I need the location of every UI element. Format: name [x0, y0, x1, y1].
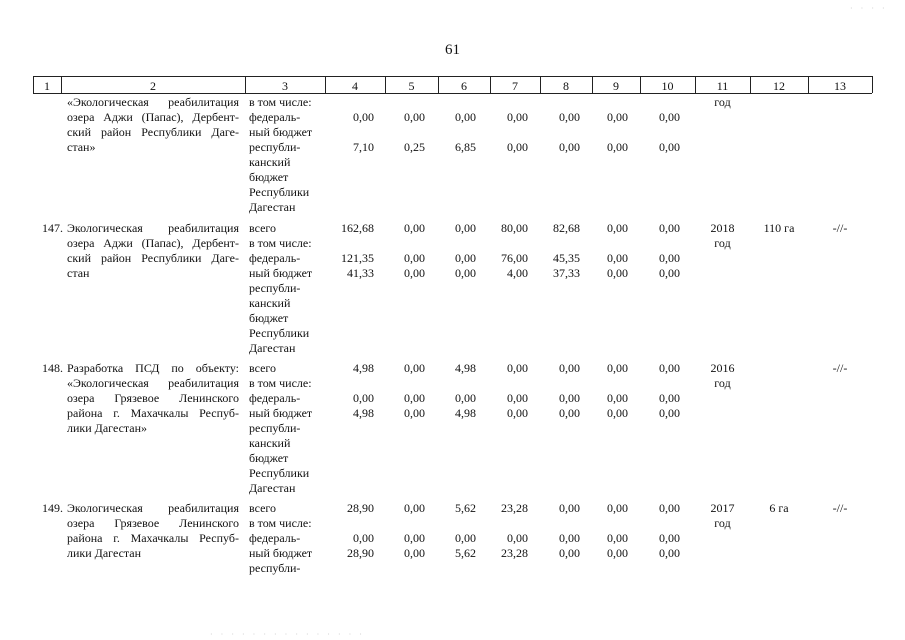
amount-value: 0,00 0,00 0,00: [559, 501, 580, 560]
scan-noise: · · · · · · · · · · · · · · ·: [210, 630, 365, 639]
amount-value: 4,98 0,00 4,98: [353, 361, 374, 420]
project-description: «Экологическая реабилитация озера Аджи (Папас), Дербент-ский район Республики Даге-стан»: [67, 95, 239, 154]
ditto-mark: -//-: [832, 361, 848, 375]
amount-value: 0,00 0,25: [404, 110, 425, 154]
amount-value: 0,00 0,00 0,00: [659, 501, 680, 560]
amount-value: 4,98 0,00 4,98: [455, 361, 476, 420]
amount-value: 0,00 0,00 0,00: [659, 361, 680, 420]
amount-value: 0,00 0,00 0,00: [659, 221, 680, 280]
funding-source: в том числе: федераль- ный бюджет республи- канский бюджет Республики Дагестан: [249, 95, 313, 214]
column-header: 4: [352, 79, 358, 93]
amount-value: 23,28 0,00 23,28: [501, 501, 528, 560]
amount-value: 0,00 0,00 0,00: [404, 361, 425, 420]
amount-value: 5,62 0,00 5,62: [455, 501, 476, 560]
column-header: 13: [834, 79, 846, 93]
row-number: 149.: [42, 501, 63, 515]
amount-value: 0,00 7,10: [353, 110, 374, 154]
project-description: Экологическая реабилитация озера Грязевое Ленинского района г. Махачкалы Респуб-лики Дагестан: [67, 501, 239, 560]
completion-year: год: [714, 95, 731, 109]
amount-value: 0,00 0,00: [507, 110, 528, 154]
column-header: 9: [613, 79, 619, 93]
header-top-rule: [33, 76, 872, 77]
amount-value: 80,00 76,00 4,00: [501, 221, 528, 280]
column-header: 1: [44, 79, 50, 93]
project-description: Экологическая реабилитация озера Аджи (Папас), Дербент-ский район Республики Даге-стан: [67, 221, 239, 280]
completion-year: 2017 год: [710, 501, 735, 530]
amount-value: 0,00 0,00 0,00: [455, 221, 476, 280]
row-number: 147.: [42, 221, 63, 235]
ditto-mark: -//-: [832, 221, 848, 235]
completion-year: 2016 год: [710, 361, 735, 390]
amount-value: 0,00 0,00: [659, 110, 680, 154]
header-column-divider: [872, 76, 873, 93]
funding-source: всего в том числе: федераль- ный бюджет республи-: [249, 501, 313, 575]
amount-value: 0,00 0,00 0,00: [404, 221, 425, 280]
completion-year: 2018 год: [710, 221, 735, 250]
amount-value: 0,00 0,00 0,00: [607, 361, 628, 420]
amount-value: 0,00 0,00: [559, 110, 580, 154]
ditto-mark: -//-: [832, 501, 848, 515]
amount-value: 0,00 0,00 0,00: [607, 501, 628, 560]
column-header: 11: [716, 79, 729, 93]
column-header: 12: [773, 79, 785, 93]
amount-value: 0,00 0,00 0,00: [607, 221, 628, 280]
column-header: 5: [408, 79, 415, 93]
column-header: 3: [282, 79, 288, 93]
amount-value: 0,00 0,00 0,00: [404, 501, 425, 560]
amount-value: 0,00 0,00: [607, 110, 628, 154]
row-number: 148.: [42, 361, 63, 375]
amount-value: 82,68 45,35 37,33: [553, 221, 580, 280]
column-header: 6: [461, 79, 467, 93]
column-header: 2: [150, 79, 156, 93]
column-header: 10: [661, 79, 674, 93]
project-description: Разработка ПСД по объекту: «Экологическая реабилитация озера Грязевое Ленинского района г. Махачкалы Респуб-лики Дагестан»: [67, 361, 239, 435]
amount-value: 162,68 121,35 41,33: [341, 221, 374, 280]
funding-source: всего в том числе: федераль- ный бюджет республи- канский бюджет Республики Дагестан: [249, 361, 313, 495]
amount-value: 0,00 0,00 0,00: [559, 361, 580, 420]
column-header: 8: [563, 79, 569, 93]
column-header: 7: [512, 79, 518, 93]
header-bottom-rule: [33, 93, 872, 94]
amount-value: 0,00 6,85: [455, 110, 476, 154]
page-number: 61: [445, 42, 460, 58]
capacity-value: 110 га: [763, 221, 795, 235]
capacity-value: 6 га: [769, 501, 789, 515]
amount-value: 28,90 0,00 28,90: [347, 501, 374, 560]
scan-noise: · · · ·: [850, 4, 888, 13]
funding-source: всего в том числе: федераль- ный бюджет республи- канский бюджет Республики Дагестан: [249, 221, 313, 355]
amount-value: 0,00 0,00 0,00: [507, 361, 528, 420]
